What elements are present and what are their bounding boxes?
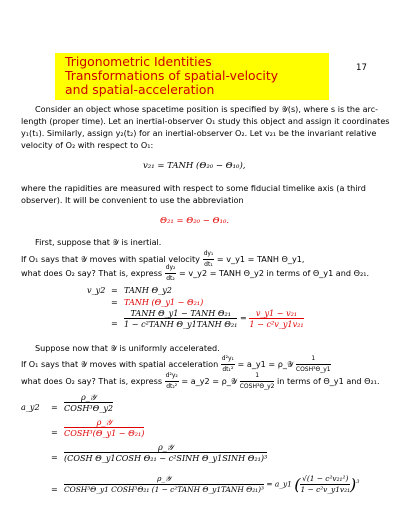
fraction-denominator: COSH³Θ_y2 <box>239 383 275 390</box>
text: what does O₂ say? That is, express <box>21 268 163 278</box>
fraction <box>64 392 113 413</box>
eq-sign: = <box>51 452 58 462</box>
fraction <box>64 417 144 438</box>
fraction-denominator: (COSH Θ_y1COSH Θ₂₁ − c²SINH Θ_y1SINH Θ₂₁)³ <box>64 453 268 463</box>
text: = v_y2 = TANH Θ_y2 in terms of Θ_y1 and Θ₂₁. <box>178 268 370 278</box>
eq-sign: = <box>51 402 58 412</box>
acceleration-step-4 <box>64 474 359 495</box>
eq-sign: = <box>51 427 58 437</box>
eq-sign: = <box>240 312 247 323</box>
fraction-numerator: ρ_𝒴 <box>64 417 144 428</box>
fraction-denominator: dt₁ <box>204 261 213 268</box>
fraction-denominator: COSH³(Θ_y1 − Θ₂₁) <box>64 428 145 438</box>
title-line-2: Transformations of spatial-velocity <box>65 68 279 83</box>
paragraph-2-line-1: where the rapidities are measured with respect to some fiducial timelike axis (a third <box>21 183 366 193</box>
acceleration-step-2 <box>64 417 144 438</box>
velocity-step-1: TANH Θ_y2 <box>124 285 172 295</box>
acceleration-step-3 <box>64 442 267 463</box>
fraction-denominator: 1 − c²v_y1v₂₁ <box>300 485 351 494</box>
fraction-denominator: COSH³Θ_y1 <box>295 366 331 373</box>
text: in terms of Θ_y1 and Θ₂₁. <box>277 376 380 386</box>
velocity-fraction-result <box>249 308 303 329</box>
fraction <box>64 474 264 495</box>
text: = a_y2 = ρ_𝒴 <box>181 376 238 386</box>
exponent: 3 <box>356 479 360 486</box>
paragraph-4-line-1: Suppose now that 𝒴 is uniformly accelerated. <box>35 343 220 353</box>
fraction-numerator: v_y1 − v₂₁ <box>249 308 303 319</box>
equation-rapidity-abbreviation: Θ₂₁ = Θ₂₀ − Θ₁₀. <box>160 216 230 226</box>
title-line-3: and spatial-acceleration <box>65 82 215 97</box>
fraction-denominator: COSH³Θ_y2 <box>64 403 114 413</box>
eq-sign: = <box>111 318 118 328</box>
eq-sign: = <box>111 285 118 295</box>
fraction-denominator: 1 − c²v_y1v₂₁ <box>249 319 304 329</box>
fraction-numerator: d²y₂ <box>165 371 179 382</box>
fraction-denominator: dt₂ <box>166 275 175 282</box>
right-paren: ) <box>350 475 357 494</box>
text: = a_y1 <box>266 479 292 489</box>
text: = v_y1 = TANH Θ_y1, <box>216 254 305 264</box>
velocity-lhs: v_y2 <box>87 285 106 295</box>
paragraph-2-line-2: observer). It will be convenient to use the abbreviation <box>21 195 244 205</box>
fraction-numerator: ρ_𝒴 <box>64 442 267 453</box>
left-paren: ( <box>294 475 301 494</box>
acceleration-step-1 <box>64 392 113 413</box>
paragraph-1-line-2: length (proper time). Let an inertial-observer O₁ study this object and assign it coordinates <box>21 116 390 126</box>
fraction-denominator: dt₂² <box>166 383 178 390</box>
fraction-numerator: ρ_𝒴 <box>64 474 264 485</box>
fraction <box>300 474 350 495</box>
fraction-numerator: ρ_𝒴 <box>64 392 113 403</box>
fraction-numerator: TANH Θ_y1 − TANH Θ₂₁ <box>124 308 237 319</box>
title-line-1: Trigonometric Identities <box>65 54 212 69</box>
fraction-denominator: dt₁² <box>222 366 234 373</box>
fraction-numerator: √(1 − c²v₂₁²) <box>302 474 349 483</box>
text: what does O₂ say? That is, express <box>21 376 163 386</box>
fraction-numerator: 1 <box>296 354 331 365</box>
paragraph-3-line-1: First, suppose that 𝒴 is inertial. <box>35 237 162 247</box>
fraction-numerator: dy₁ <box>203 249 215 260</box>
fraction-numerator: dy₂ <box>165 263 177 274</box>
paragraph-1-line-3: y₁(t₁). Similarly, assign y₂(t₂) for an inertial-observer O₂. Let v₂₁ be the invariant relative <box>21 128 377 138</box>
fraction <box>64 442 267 463</box>
text: If O₁ says that 𝒴 moves with spatial acceleration <box>21 359 219 369</box>
equation-relative-velocity: v₂₁ = TANH (Θ₂₀ − Θ₁₀), <box>143 161 246 171</box>
paragraph-1-line-1: Consider an object whose spacetime position is specified by 𝒴(s), where s is the arc- <box>35 104 379 114</box>
fraction-denominator: COSH³Θ_y1 COSH³Θ₂₁ (1 − c²TANH Θ_y1TANH Θ₂₁)³ <box>64 485 264 494</box>
cosh-fraction-2 <box>240 371 275 392</box>
text: = a_y1 = ρ_𝒴 <box>237 359 294 369</box>
velocity-fraction-2 <box>165 263 177 284</box>
fraction-numerator: d²y₁ <box>221 354 235 365</box>
eq-sign: = <box>111 297 118 307</box>
velocity-step-2: TANH (Θ_y1 − Θ₂₁) <box>124 297 204 307</box>
eq-sign: = <box>51 484 58 494</box>
tanh-fraction <box>124 308 237 329</box>
text: If O₁ says that 𝒴 moves with spatial velocity <box>21 254 200 264</box>
acceleration-fraction-2 <box>165 371 179 392</box>
page-number: 17 <box>356 63 367 73</box>
fraction-numerator: 1 <box>240 371 275 382</box>
paragraph-1-line-4: velocity of O₂ with respect to O₁: <box>21 140 154 150</box>
acceleration-lhs: a_y2 <box>21 402 40 412</box>
paragraph-4-line-3 <box>21 371 380 392</box>
velocity-step-3 <box>124 308 304 329</box>
fraction-denominator: 1 − c²TANH Θ_y1TANH Θ₂₁ <box>124 319 238 329</box>
paragraph-3-line-3 <box>21 263 369 284</box>
